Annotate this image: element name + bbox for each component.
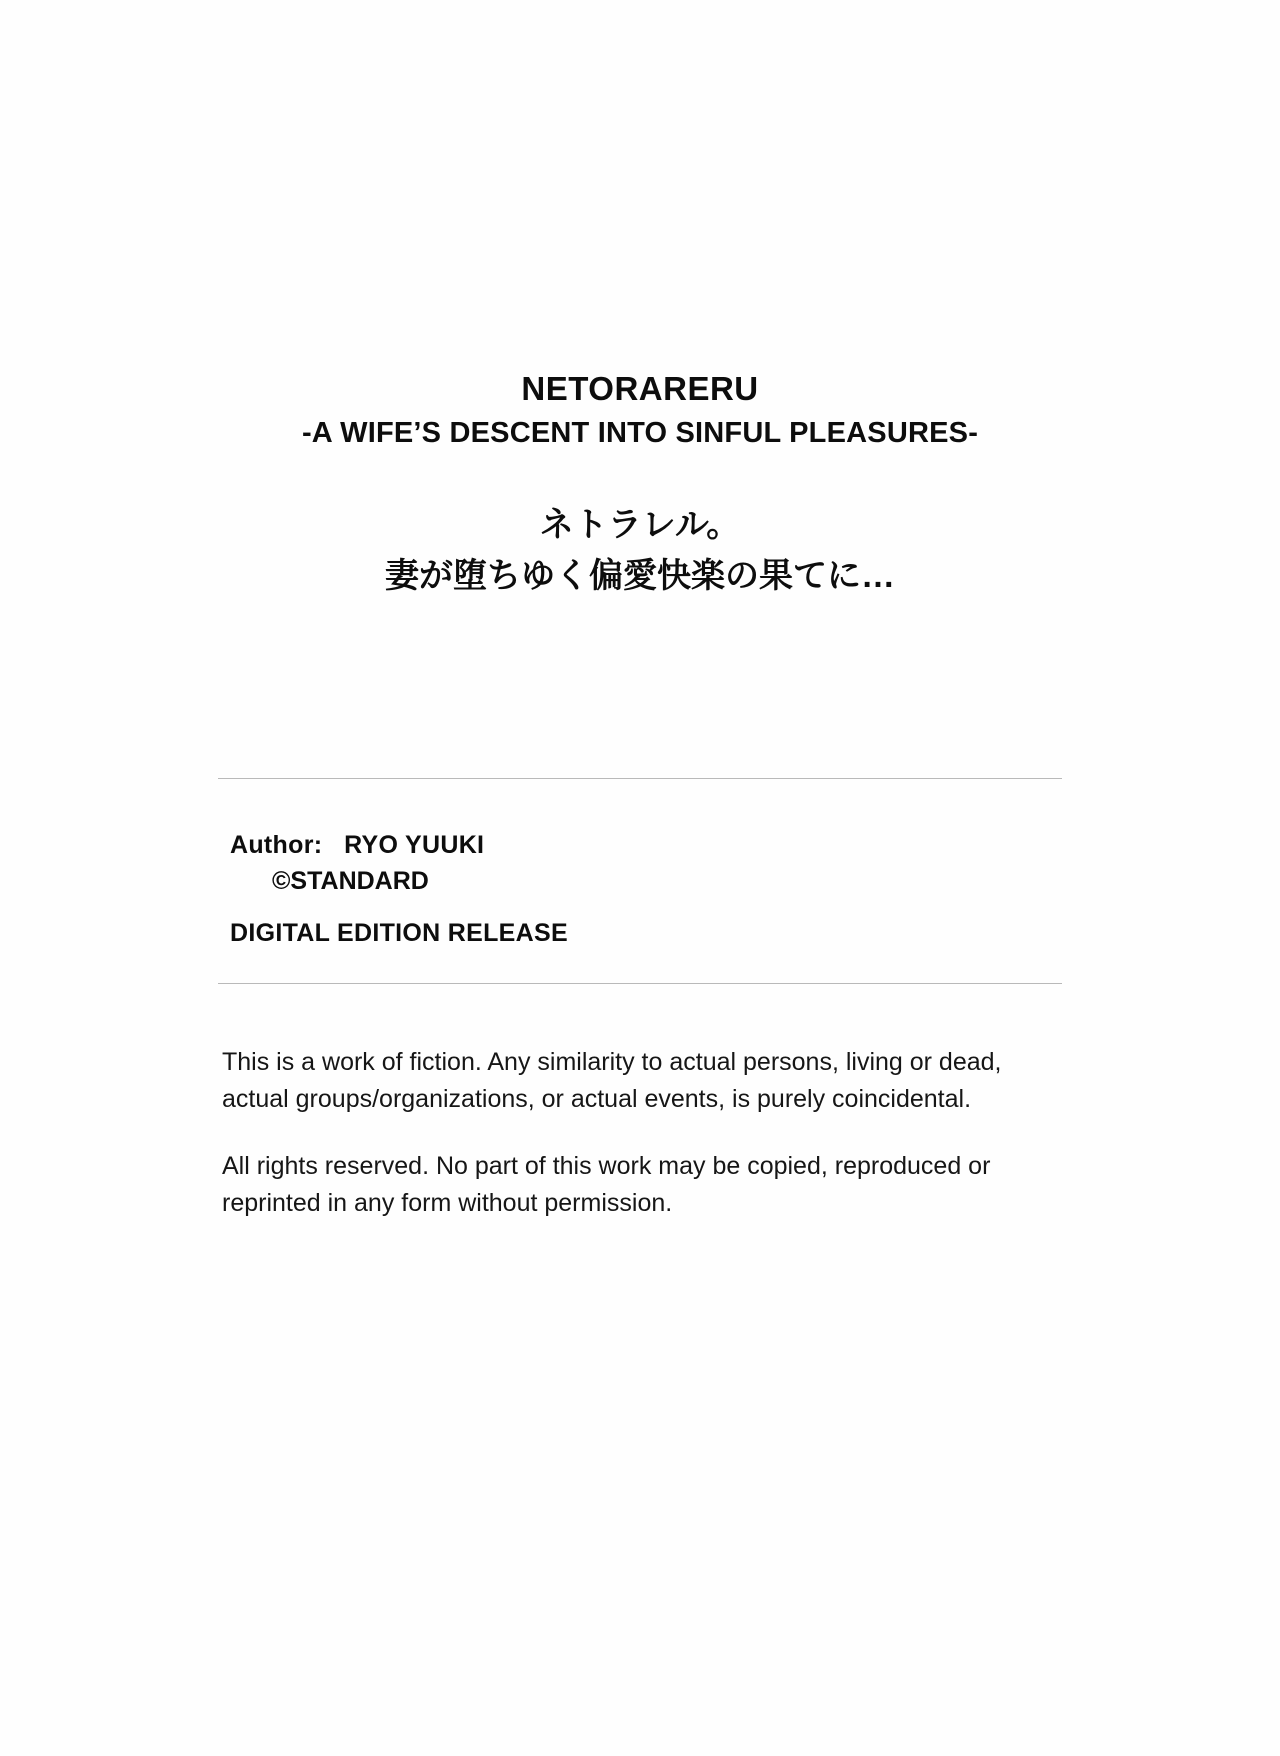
legal-block [218, 1044, 1062, 1222]
title-block [218, 368, 1062, 598]
page-title: NETORARERU [521, 370, 759, 407]
japanese-title-line-1: ネトラレル。 [539, 506, 741, 545]
divider-bottom [218, 983, 1062, 984]
page-subtitle: -A WIFE’S DESCENT INTO SINFUL PLEASURES- [301, 417, 979, 450]
fiction-disclaimer: This is a work of fiction. Any similarity to actual persons, living or dead, actual groups/organizations, or actual events, is purely coincidental. [222, 1047, 1002, 1113]
page-content [218, 0, 1062, 1222]
japanese-title-line-2: 妻が堕ちゆく偏愛快楽の果てに… [385, 556, 895, 595]
divider-top [218, 778, 1062, 779]
author-line: Author: RYO YUUKI [230, 830, 485, 859]
rights-notice: All rights reserved. No part of this work may be copied, reproduced or reprinted in any form without permission. [222, 1151, 991, 1217]
credits-block [218, 827, 1062, 952]
release-line: DIGITAL EDITION RELEASE [230, 919, 568, 948]
copyright-line: ©STANDARD [272, 867, 429, 895]
